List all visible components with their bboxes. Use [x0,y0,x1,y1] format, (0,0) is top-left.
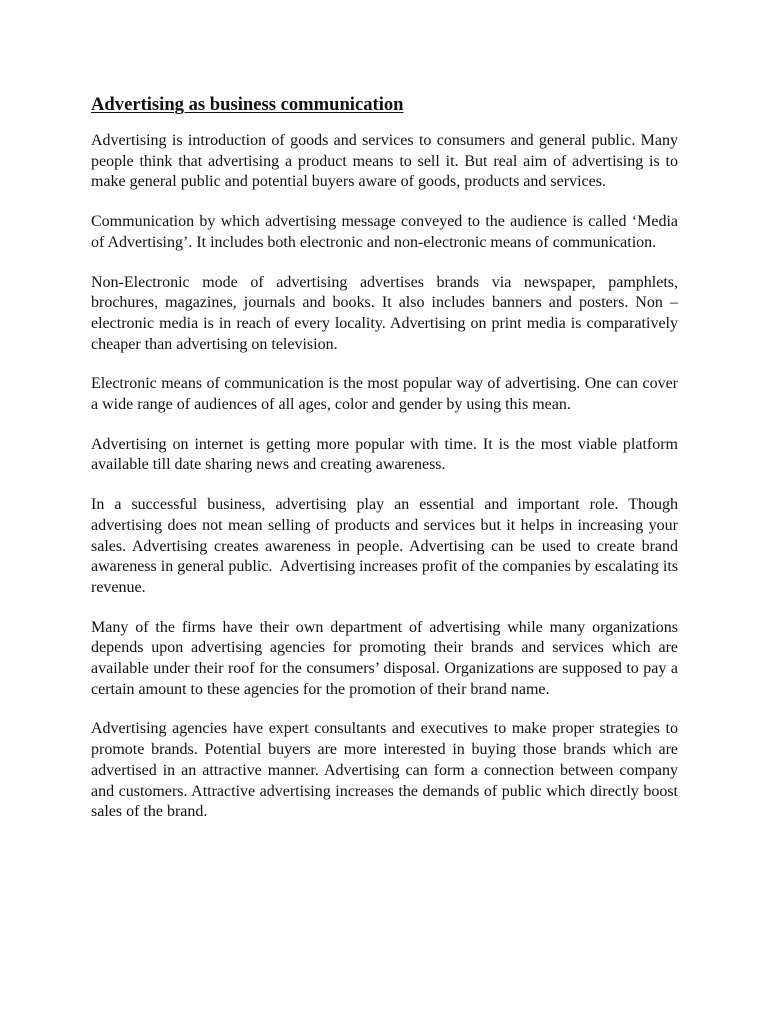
paragraph-media: Communication by which advertising message conveyed to the audience is called ‘Media of Advertising’. It includes both electronic and non-electronic means of communication. [91,213,682,251]
document-page [91,93,682,842]
paragraph-consultants: Advertising agencies have expert consultants and executives to make proper strategies to promote brands. Potential buyers are more interested in buying those brands which are advertised in an attractive manner. Advertising can form a connection between company and customers. Attractive advertising increases the demands of public which directly boost sales of the brand. [91,720,682,821]
paragraph-electronic: Electronic means of communication is the most popular way of advertising. One can cover a wide range of audiences of all ages, color and gender by using this mean. [91,375,682,414]
paragraph-agencies: Many of the firms have their own department of advertising while many organizations depends upon advertising agencies for promoting their brands and services which are available under their roof for the consumers’ disposal. Organizations are supposed to pay a certain amount to these agencies for the promotion of their brand name. [91,618,682,698]
paragraph-internet: Advertising on internet is getting more popular with time. It is the most viable platform available till date sharing news and creating awareness. [91,435,682,474]
document-title: Advertising as business communication [91,94,404,115]
paragraph-intro: Advertising is introduction of goods and services to consumers and general public. Many people think that advertising a product means to sell it. But real aim of advertising is to make general public and potential buyers aware of goods, products and services. [91,132,682,191]
paragraph-business-role: In a successful business, advertising play an essential and important role. Though advertising does not mean selling of products and services but it helps in increasing your sales. Advertising creates awareness in people. Advertising can be used to create brand awareness in general public. Advertising increases profit of the companies by escalating its revenue. [91,496,682,596]
paragraph-non-electronic: Non-Electronic mode of advertising advertises brands via newspaper, pamphlets, brochures, magazines, journals and books. It also includes banners and posters. Non – electronic media is in reach of every locality. Advertising on print media is comparatively cheaper than advertising on television. [91,273,682,353]
